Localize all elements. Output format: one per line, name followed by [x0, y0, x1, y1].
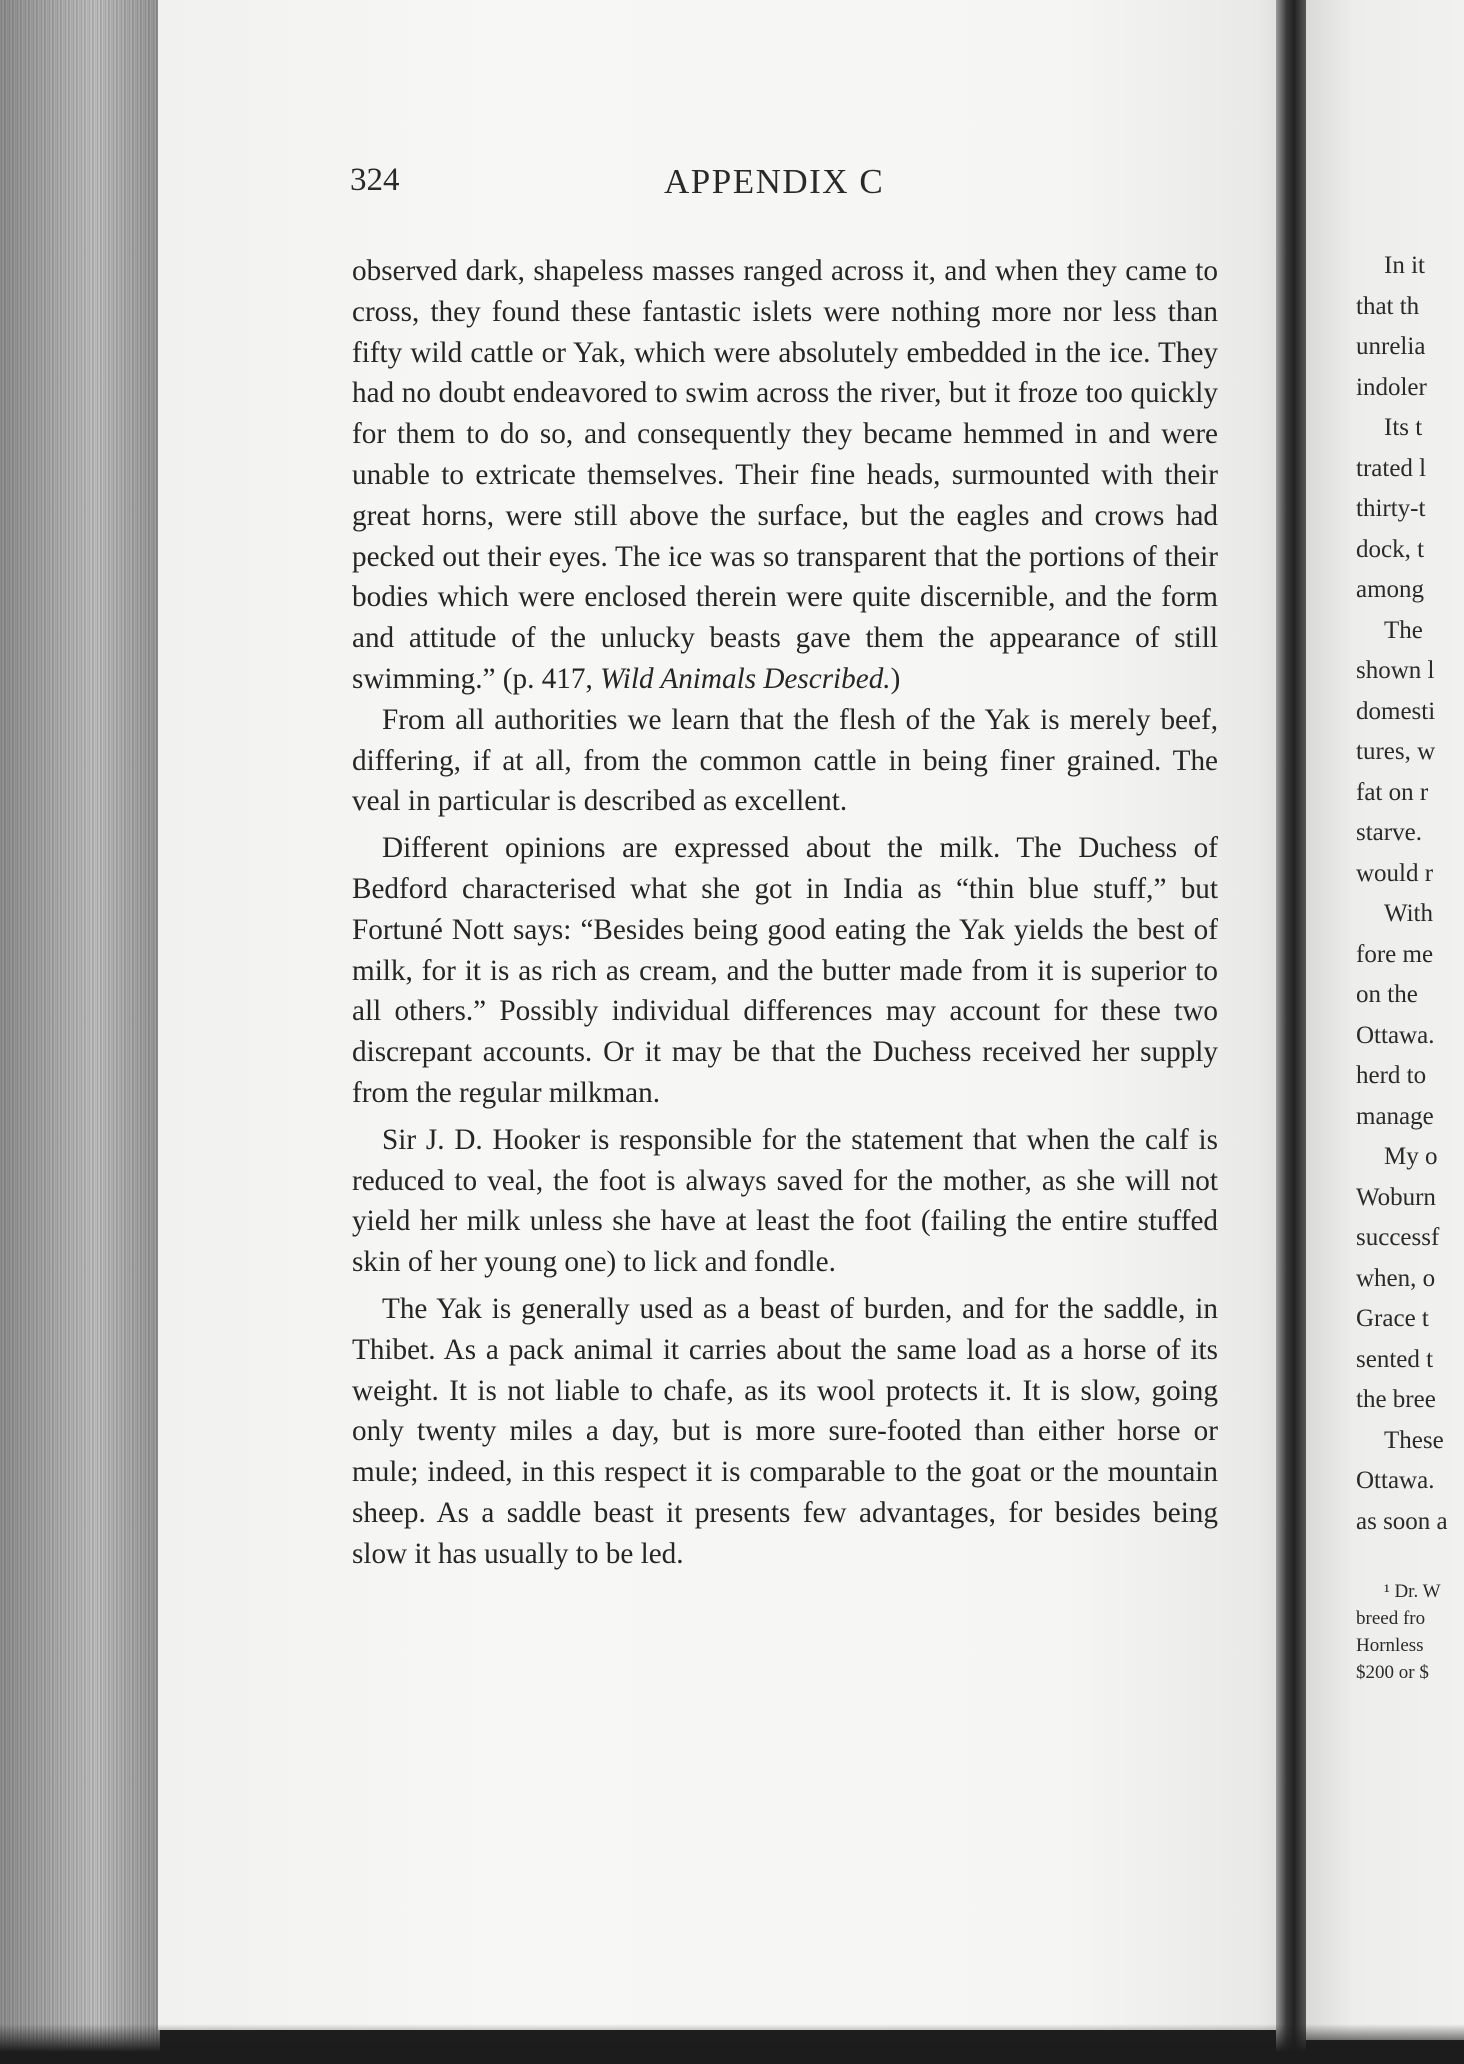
right-page-footnote-line: ¹ Dr. W [1384, 1581, 1441, 1602]
right-page-line: In it [1384, 252, 1425, 279]
right-page-footnote-line: $200 or $ [1356, 1662, 1429, 1683]
right-page-line: starve. [1356, 819, 1422, 846]
right-page-line: fat on r [1356, 778, 1429, 806]
book-gutter [1276, 0, 1306, 2064]
right-page-line: dock, t [1356, 535, 1425, 563]
bottom-shadow [0, 2024, 1464, 2064]
right-page [1306, 0, 1464, 2040]
book-title: Wild Animals Described. [600, 662, 891, 695]
right-page-footnote-line: breed fro [1356, 1608, 1426, 1629]
running-title: APPENDIX C [664, 162, 885, 201]
right-page-text [1356, 246, 1464, 1542]
right-page-line: Ottawa. [1356, 1021, 1435, 1049]
right-page-line: indoler [1356, 373, 1427, 401]
right-page-line: Grace t [1356, 1305, 1429, 1332]
right-page-line: unrelia [1356, 333, 1426, 360]
right-page-line: With [1384, 900, 1433, 927]
right-page-line: The [1384, 616, 1423, 644]
paragraph-1-end: ) [890, 662, 901, 695]
right-page-footnote-line: Hornless [1356, 1635, 1424, 1656]
right-page-line: sented t [1356, 1345, 1434, 1373]
paragraph-4: Sir J. D. Hooker is responsible for the statement that when the calf is reduced to veal, the foot is always saved for the mother, as she will not yield her milk unless she have at least the foot (failing the entire stuffed skin of her young one) to lick and fondle. [352, 1123, 1218, 1279]
right-page-line: successf [1356, 1224, 1440, 1251]
page-number: 324 [350, 162, 400, 198]
paragraph-5: The Yak is generally used as a beast of burden, and for the saddle, in Thibet. As a pack animal it carries about the same load as a horse of its weight. It is not liable to chafe, as its wool protects it. It is slow, going only twenty miles a day, but is more sure-footed than either horse or mule; indeed, in this respect it is comparable to the goat or the mountain sheep. As a saddle beast it presents few advantages, for besides being slow it has usually to be led. [352, 1292, 1218, 1570]
body-text [352, 251, 1218, 1575]
right-page-line: as soon a [1356, 1507, 1448, 1535]
right-page-line: trated l [1356, 454, 1427, 482]
right-page-line: that th [1356, 292, 1420, 320]
right-page-line: These [1384, 1426, 1444, 1454]
right-page-line: on the [1356, 981, 1418, 1008]
right-page-line: tures, w [1356, 738, 1436, 765]
right-page-line: fore me [1356, 940, 1434, 968]
right-page-line: Its t [1384, 414, 1423, 441]
page-header [350, 162, 1210, 212]
left-page [158, 0, 1293, 2030]
paragraph-2: From all authorities we learn that the flesh of the Yak is merely beef, differing, if at all, from the common cattle in being finer grained. The veal in particular is described as excellent. [352, 703, 1218, 818]
right-page-line: the bree [1356, 1386, 1436, 1413]
right-page-line: manage [1356, 1102, 1434, 1130]
right-page-footnotes [1356, 1578, 1464, 1686]
right-page-line: when, o [1356, 1264, 1436, 1292]
right-page-line: domesti [1356, 697, 1436, 725]
paragraph-3: Different opinions are expressed about the milk. The Duchess of Bedford characterised what she got in India as “thin blue stuff,” but Fortuné Nott says: “Besides being good eating the Yak yields the best of milk, for it is as rich as cream, and the butter made from it is superior to all others.” Possibly individual differences may account for these two discrepant accounts. Or it may be that the Duchess received her supply from the regular milkman. [352, 832, 1218, 1109]
right-page-line: shown l [1356, 657, 1435, 684]
page-block-edges [0, 0, 160, 2064]
right-page-line: among [1356, 576, 1425, 603]
right-page-line: My o [1384, 1143, 1438, 1170]
right-page-line: would r [1356, 859, 1434, 887]
right-page-line: Woburn [1356, 1183, 1436, 1211]
right-page-line: herd to [1356, 1062, 1427, 1089]
right-page-line: thirty-t [1356, 495, 1426, 522]
paragraph-1-text: observed dark, shapeless masses ranged across it, and when they came to cross, they found these fantastic islets were nothing more nor less than fifty wild cattle or Yak, which were absolutely embedded in the ice. They had no doubt endeavored to swim across the river, but it froze too quickly for them to do so, and consequently they became hemmed in and were unable to extricate themselves. Their fine heads, surmounted with their great horns, were still above the surface, but the eagles and crows had pecked out their eyes. The ice was so transparent that the portions of their bodies which were enclosed therein were quite discernible, and the form and attitude of the unlucky beasts gave them the appearance of still swimming.” (p. 417, [352, 255, 1218, 695]
paragraph-1 [352, 251, 1218, 700]
right-page-line: Ottawa. [1356, 1467, 1435, 1494]
